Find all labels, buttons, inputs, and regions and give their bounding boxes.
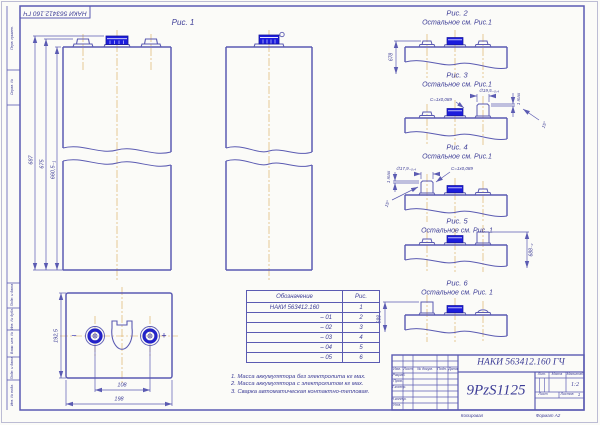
fig6-view (383, 302, 507, 337)
kopiroval-label: Копировал (460, 412, 484, 418)
fig4-view (392, 172, 507, 217)
frame-label-inv-podl: Инв. № подл. (10, 383, 15, 407)
fig4-height-max: 1 max (385, 170, 391, 184)
cell-figure: 5 (343, 343, 380, 353)
fig6-dim-height: 688₋₂ (376, 310, 383, 324)
masshtab-header: Масштаб (566, 372, 584, 377)
corner-stamp: НАКИ 563412.160 ГЧ (23, 9, 87, 17)
col-izm: Изм. (393, 367, 401, 372)
fig3-height-max: 1 max (515, 92, 521, 106)
note-line: 1. Масса аккумулятора без электролита кг мах. (231, 374, 366, 380)
fig5-dimension (491, 232, 529, 268)
fig2-dim-height: 678 (388, 52, 395, 62)
table-row (247, 303, 380, 313)
scale-value: 1:2 (571, 382, 579, 388)
fig1-dim-terminal: 675 (39, 159, 46, 169)
table-row (247, 333, 380, 343)
role-razrab: Разраб. (392, 373, 406, 378)
battery-top-view (66, 293, 172, 378)
header-designation: Обозначение (247, 291, 343, 303)
cell-figure: 4 (343, 333, 380, 343)
listov-value: 1 (577, 391, 581, 397)
role-tkontr: Т.контр. (391, 385, 407, 390)
minus-terminal-mark: − (71, 330, 77, 341)
massa-header: Масса (551, 372, 563, 377)
front-view-dimensions (33, 36, 104, 270)
role-prov: Пров. (393, 379, 403, 384)
fig6-title: Рис. 6 (446, 278, 468, 288)
fig3-chamfer: С=1х0,089 (430, 96, 452, 102)
list-label: Лист (538, 392, 548, 397)
table-row (247, 353, 380, 363)
plus-terminal-mark: + (161, 330, 167, 341)
fig2-view (394, 38, 507, 75)
parts-table (246, 290, 380, 363)
header-figure: Рис. (343, 291, 380, 303)
top-view-dim-depth: 192,5 (53, 329, 60, 343)
cell-designation: НАКИ 563412.160 (247, 303, 343, 313)
terminal-circle-negative (86, 327, 105, 346)
parts-table-header (247, 291, 380, 303)
battery-side-view (226, 32, 312, 270)
cell-figure: 3 (343, 323, 380, 333)
role-nkontr: Н.контр. (391, 397, 407, 402)
frame-label-perv-primen: Перв. примен. (10, 26, 15, 50)
title-block-doc-number: НАКИ 563412.160 ГЧ (477, 357, 565, 368)
note-line: 2. Масса аккумулятора с электролитом кг мах. (231, 381, 364, 388)
title-block-designation: 9PzS1125 (466, 382, 526, 399)
frame-label-podp-data-2: Подп. и дата (10, 356, 15, 380)
cell-figure: 1 (343, 303, 380, 313)
table-row (247, 323, 380, 333)
fig6-note: Остальное см. Рис. 1 (421, 289, 493, 297)
col-podp: Подп. (437, 367, 447, 372)
frame-label-vzam-inv: Взам. инв. № (10, 331, 15, 355)
col-data: Дата (448, 367, 458, 372)
fig4-chamfer: С=1х0,089 (451, 165, 473, 171)
fig3-title: Рис. 3 (446, 70, 468, 80)
cell-figure: 2 (343, 313, 380, 323)
top-view-dimensions (59, 293, 172, 406)
drawing-notes (231, 374, 369, 396)
fig6-low-cap (475, 310, 491, 315)
cell-designation: – 05 (247, 353, 343, 363)
fig2-dimension (394, 41, 421, 74)
fig1-dim-overall: 687 (28, 155, 35, 165)
note-line: 3. Сварка автоматическая контактно-тепловая. (231, 388, 370, 395)
fig5-view (405, 232, 529, 268)
fig5-title: Рис. 5 (446, 216, 468, 226)
cell-figure: 6 (343, 353, 380, 363)
fig6-dimension (383, 302, 419, 332)
top-view-dim-pitch: 108 (117, 382, 127, 389)
top-view-dim-width: 198 (114, 396, 124, 403)
fig4-note: Остальное см. Рис.1 (422, 153, 492, 161)
frame-label-inv-dubl: Инв. № дубл. (10, 307, 15, 331)
cell-designation: – 02 (247, 323, 343, 333)
cell-designation: – 04 (247, 343, 343, 353)
listov-label: Листов (560, 392, 574, 397)
fig3-note: Остальное см. Рис.1 (422, 81, 492, 89)
table-row (247, 343, 380, 353)
fig3-angle: 15° (540, 120, 548, 129)
cell-designation: – 01 (247, 313, 343, 323)
format-label: Формат А2 (535, 412, 561, 418)
fig4-angle: 15° (383, 199, 391, 208)
fig5-dim-height: 688₋₂ (528, 243, 535, 257)
fig1-dim-body: 660,5₋₁ (50, 160, 57, 180)
cell-designation: – 03 (247, 333, 343, 343)
frame-label-sprav: Справ. № (10, 78, 15, 96)
col-list: Лист (403, 367, 413, 372)
fig2-note: Остальное см. Рис.1 (422, 19, 492, 27)
fig3-dimensions (456, 93, 539, 120)
table-row (247, 313, 380, 323)
fig4-title: Рис. 4 (446, 142, 468, 152)
terminal-circle-positive (141, 327, 160, 346)
fig4-diameter: ∅17,9₋₀,₄ (395, 165, 417, 171)
fig1-title: Рис. 1 (171, 18, 195, 27)
fig5-note: Остальное см. Рис. 1 (421, 227, 493, 235)
role-utv: Утв. (392, 403, 402, 408)
frame-label-podp-data-1: Подп. и дата (10, 283, 15, 307)
fig6-tall-post (419, 302, 435, 315)
col-doc: № докум. (417, 367, 433, 372)
fig2-title: Рис. 2 (446, 8, 468, 18)
lit-header: Лит. (537, 372, 547, 377)
fig3-diameter: ∅19,5₋₀,₄ (478, 87, 500, 93)
